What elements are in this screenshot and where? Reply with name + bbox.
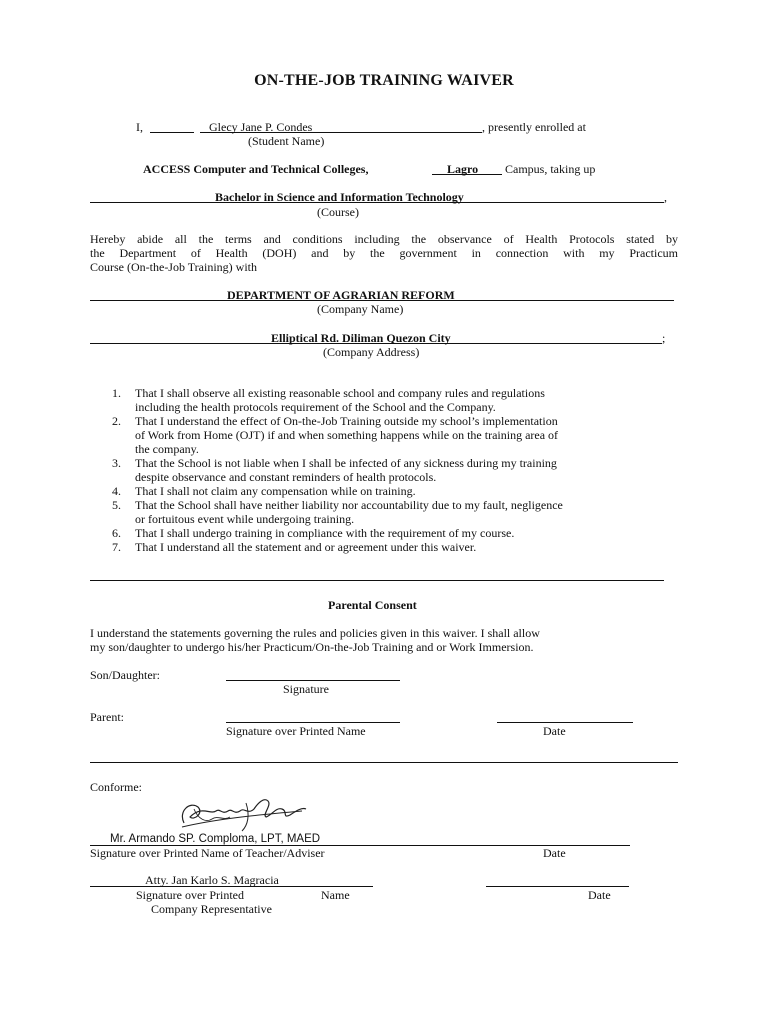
term-line: That I understand the effect of On-the-Job Training outside my school’s implementation [135, 414, 558, 428]
term-number: 7. [112, 540, 121, 554]
abide-line: Hereby abide all the terms and conditions including the observance of Health Protocols stated by [90, 232, 678, 246]
term-item [90, 526, 680, 540]
blank-line [150, 132, 194, 133]
school-name: ACCESS Computer and Technical Colleges, [143, 162, 369, 176]
parental-consent-line: I understand the statements governing the rules and policies given in this waiver. I shall allow [90, 626, 540, 640]
term-item [90, 386, 680, 414]
abide-paragraph [90, 232, 678, 274]
term-line: That the School is not liable when I shall be infected of any sickness during my training [135, 456, 557, 470]
term-item [90, 456, 680, 484]
campus-suffix: Campus, taking up [505, 162, 596, 176]
student-name-caption: (Student Name) [248, 134, 325, 148]
course-caption: (Course) [317, 205, 359, 219]
conforme-label: Conforme: [90, 780, 142, 794]
term-line: of Work from Home (OJT) if and when something happens while on the training area of [135, 428, 559, 442]
term-item [90, 498, 680, 526]
company-name-caption: (Company Name) [317, 302, 404, 316]
rep-name: Atty. Jan Karlo S. Magracia [145, 873, 279, 887]
term-item [90, 414, 680, 456]
teacher-signature-caption: Signature over Printed Name of Teacher/Adviser [90, 846, 325, 860]
term-number: 1. [112, 386, 121, 400]
parent-date-line[interactable] [497, 722, 633, 723]
handwritten-signature [176, 793, 310, 835]
term-line: That I shall observe all existing reasonable school and company rules and regulations [135, 386, 545, 400]
i-prefix: I, [136, 120, 143, 134]
section-divider [90, 580, 664, 581]
parental-consent-heading: Parental Consent [328, 598, 417, 612]
parent-date-caption: Date [543, 724, 566, 738]
rep-date-line[interactable] [486, 886, 629, 887]
rep-name-caption: Name [321, 888, 350, 902]
son-signature-caption: Signature [283, 682, 329, 696]
terms-list [90, 386, 680, 554]
teacher-name: Mr. Armando SP. Comploma, LPT, MAED [110, 833, 321, 845]
son-signature-line[interactable] [226, 680, 400, 681]
parent-signature-line[interactable] [226, 722, 400, 723]
student-name: Glecy Jane P. Condes [209, 120, 313, 134]
term-number: 4. [112, 484, 121, 498]
company-name: DEPARTMENT OF AGRARIAN REFORM [227, 288, 455, 302]
term-line: That the School shall have neither liability nor accountability due to my fault, negligence [135, 498, 563, 512]
term-line: or fortuitous event while undergoing training. [135, 512, 355, 526]
rep-signature-caption: Signature over Printed [136, 888, 244, 902]
parent-label: Parent: [90, 710, 124, 724]
term-number: 3. [112, 456, 121, 470]
document-title: ON-THE-JOB TRAINING WAIVER [254, 72, 514, 89]
term-line: including the health protocols requirement of the School and the Company. [135, 400, 496, 414]
rep-date-caption: Date [588, 888, 611, 902]
term-item [90, 484, 680, 498]
term-line: despite observance and constant reminders of health protocols. [135, 470, 437, 484]
term-line: That I shall not claim any compensation while on training. [135, 484, 416, 498]
son-daughter-label: Son/Daughter: [90, 668, 160, 682]
term-item [90, 540, 680, 554]
term-number: 2. [112, 414, 121, 428]
company-address-suffix: ; [662, 331, 666, 345]
term-number: 5. [112, 498, 121, 512]
abide-line: the Department of Health (DOH) and by the government in connection with my Practicum [90, 246, 678, 260]
company-address-caption: (Company Address) [323, 345, 420, 359]
course-suffix: , [664, 190, 667, 204]
teacher-date-caption: Date [543, 846, 566, 860]
parental-consent-line: my son/daughter to undergo his/her Practicum/On-the-Job Training and or Work Immersion. [90, 640, 534, 654]
enrolled-text: , presently enrolled at [482, 120, 586, 134]
term-number: 6. [112, 526, 121, 540]
term-line: the company. [135, 442, 199, 456]
campus-name: Lagro [447, 162, 479, 176]
parent-signature-caption: Signature over Printed Name [226, 724, 366, 738]
term-line: That I shall undergo training in compliance with the requirement of my course. [135, 526, 515, 540]
company-address: Elliptical Rd. Diliman Quezon City [271, 331, 451, 345]
section-divider [90, 762, 678, 763]
rep-role-caption: Company Representative [151, 902, 272, 916]
term-line: That I understand all the statement and or agreement under this waiver. [135, 540, 477, 554]
course-name: Bachelor in Science and Information Technology [215, 190, 464, 204]
abide-line: Course (On-the-Job Training) with [90, 260, 257, 274]
